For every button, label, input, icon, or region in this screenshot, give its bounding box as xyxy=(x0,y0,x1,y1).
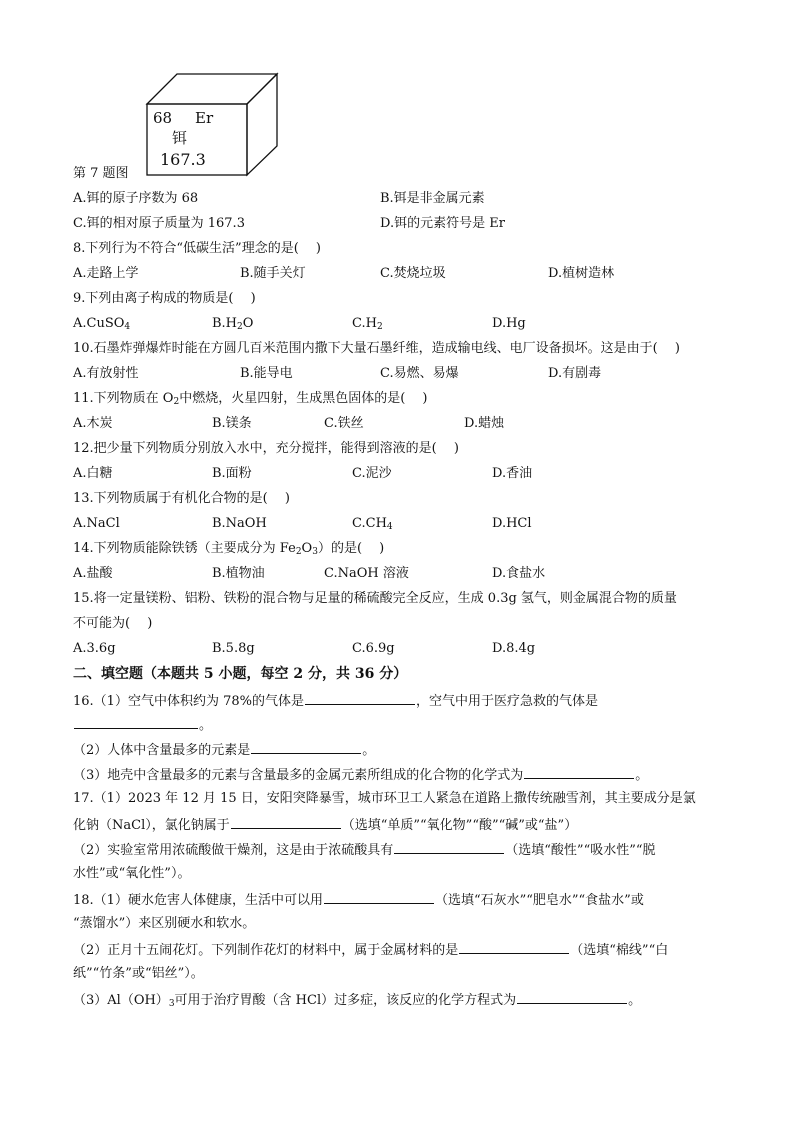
q14-stem-sub2: 3 xyxy=(312,547,318,557)
q15-option-d: D.8.4g xyxy=(492,641,536,656)
element-name: 铒 xyxy=(172,129,188,147)
q11-option-a: A.木炭 xyxy=(73,416,113,431)
q18-part3 xyxy=(73,990,641,1010)
q13-option-b: B.NaOH xyxy=(212,516,267,531)
q9-c-text: C.H xyxy=(352,316,377,331)
q10-option-d: D.有剧毒 xyxy=(548,366,602,381)
q9-a-text: A.CuSO xyxy=(73,316,125,331)
q18-part2-line1 xyxy=(73,940,668,960)
q8-option-d: D.植树造林 xyxy=(548,266,615,281)
q9-a-sub: 4 xyxy=(124,322,131,332)
q12-option-a: A.白糖 xyxy=(73,466,113,481)
q14-stem-post: ）的是( ) xyxy=(317,541,385,556)
q15-stem-line2: 不可能为( ) xyxy=(73,616,153,631)
q15-option-a: A.3.6g xyxy=(73,641,116,656)
q14-stem-mid: O xyxy=(301,541,313,556)
q17-part2-line1 xyxy=(73,840,656,860)
q11-stem-post: 中燃烧，火星四射，生成黑色固体的是( ) xyxy=(179,391,428,406)
q9-b-post: O xyxy=(242,316,254,331)
q14-stem xyxy=(73,540,384,558)
q13-c-sub: 4 xyxy=(386,522,393,532)
q17-part1-line2 xyxy=(73,815,577,835)
q14-option-a: A.盐酸 xyxy=(73,566,113,581)
answer-blank[interactable] xyxy=(74,715,198,729)
q18-p1-text: 18.（1）硬水危害人体健康，生活中可以用 xyxy=(73,893,323,908)
q16-p3-text: （3）地壳中含量最多的元素与含量最多的金属元素所组成的化合物的化学式为 xyxy=(73,768,524,783)
q16-part1 xyxy=(73,691,598,711)
answer-blank[interactable] xyxy=(231,815,341,829)
q8-option-b: B.随手关灯 xyxy=(240,266,306,281)
q9-option-c xyxy=(352,315,383,333)
q10-option-b: B.能导电 xyxy=(240,366,293,381)
answer-blank[interactable] xyxy=(394,840,504,854)
answer-blank[interactable] xyxy=(459,940,569,954)
q7-option-d: D.铒的元素符号是 Er xyxy=(380,216,505,231)
q18-p1-post: （选填“石灰水”“肥皂水”“食盐水”或 xyxy=(434,893,644,908)
q17-p1-text: 化钠（NaCl），氯化钠属于 xyxy=(73,818,230,833)
section-title: 二、填空题（本题共 5 小题，每空 2 分，共 36 分） xyxy=(73,666,408,682)
figure-caption: 第 7 题图 xyxy=(73,166,129,181)
q16-part2 xyxy=(73,740,375,760)
answer-blank[interactable] xyxy=(324,890,434,904)
q18-p2-text: （2）正月十五闹花灯。下列制作花灯的材料中，属于金属材料的是 xyxy=(73,943,459,958)
q13-c-text: C.CH xyxy=(352,516,387,531)
q12-option-c: C.泥沙 xyxy=(352,466,392,481)
answer-blank[interactable] xyxy=(305,691,415,705)
element-mass: 167.3 xyxy=(160,150,206,169)
q14-stem-sub1: 2 xyxy=(295,547,302,557)
q16-p3-end: 。 xyxy=(635,768,649,783)
q12-option-b: B.面粉 xyxy=(212,466,252,481)
q16-part3 xyxy=(73,765,648,785)
q16-p1-text: 16.（1）空气中体积约为 78%的气体是 xyxy=(73,694,304,709)
q14-option-d: D.食盐水 xyxy=(492,566,546,581)
q7-option-c: C.铒的相对原子质量为 167.3 xyxy=(73,216,245,231)
q7-option-a: A.铒的原子序数为 68 xyxy=(73,191,199,206)
q14-option-b: B.植物油 xyxy=(212,566,265,581)
q18-p3-text: （3）Al（OH） xyxy=(73,993,169,1008)
q17-part1-line1: 17.（1）2023 年 12 月 15 日，安阳突降暴雪，城市环卫工人紧急在道路上撒传统融雪剂，其主要成分是氯 xyxy=(73,791,696,806)
q10-stem: 10.石墨炸弹爆炸时能在方圆几百米范围内撒下大量石墨纤维，造成输电线、电厂设备损坏。这是由于( ) xyxy=(73,341,680,356)
q15-stem-line1: 15.将一定量镁粉、铝粉、铁粉的混合物与足量的稀硫酸完全反应，生成 0.3g 氢气，则金属混合物的质量 xyxy=(73,591,677,606)
q9-b-sub: 2 xyxy=(237,322,243,332)
q17-p2-text: （2）实验室常用浓硫酸做干燥剂，这是由于浓硫酸具有 xyxy=(73,843,394,858)
q10-option-c: C.易燃、易爆 xyxy=(380,366,459,381)
q14-option-c: C.NaOH 溶液 xyxy=(324,566,409,581)
q16-p1-end: 。 xyxy=(199,718,213,733)
q17-part2-line2: 水性”或“氧化性”）。 xyxy=(73,866,191,881)
q17-p2-post: （选填“酸性”“吸水性”“脱 xyxy=(505,843,656,858)
element-symbol: Er xyxy=(195,109,214,127)
q15-option-c: C.6.9g xyxy=(352,641,395,656)
q18-p3-sub: 3 xyxy=(168,999,175,1009)
q13-option-c xyxy=(352,515,393,533)
q9-stem: 9.下列由离子构成的物质是( ) xyxy=(73,291,256,306)
q17-p1-post: （选填“单质”“氧化物”“酸”“碱”或“盐”） xyxy=(341,818,578,833)
q11-option-c: C.铁丝 xyxy=(324,416,364,431)
q18-p3-end: 。 xyxy=(628,993,642,1008)
q11-option-b: B.镁条 xyxy=(212,416,252,431)
q18-part2-line2: 纸”“竹条”或“铝丝”）。 xyxy=(73,966,204,981)
q16-p2-end: 。 xyxy=(362,743,376,758)
q11-stem xyxy=(73,390,427,408)
q9-option-b xyxy=(212,315,253,333)
q13-option-a: A.NaCl xyxy=(73,516,120,531)
answer-blank[interactable] xyxy=(517,990,627,1004)
q11-stem-text: 11.下列物质在 O xyxy=(73,391,174,406)
q9-b-text: B.H xyxy=(212,316,238,331)
q9-c-sub: 2 xyxy=(376,322,383,332)
q11-option-d: D.蜡烛 xyxy=(464,416,505,431)
q13-option-d: D.HCl xyxy=(492,516,532,531)
q16-part1-cont xyxy=(73,715,212,735)
q18-part1-line2: “蒸馏水”）来区别硬水和软水。 xyxy=(73,916,256,931)
answer-blank[interactable] xyxy=(251,740,361,754)
q8-stem: 8.下列行为不符合“低碳生活”理念的是( ) xyxy=(73,241,321,256)
q10-option-a: A.有放射性 xyxy=(73,366,139,381)
q12-option-d: D.香油 xyxy=(492,466,533,481)
q18-part1-line1 xyxy=(73,890,644,910)
q8-option-c: C.焚烧垃圾 xyxy=(380,266,446,281)
q18-p2-post: （选填“棉线”“白 xyxy=(570,943,669,958)
answer-blank[interactable] xyxy=(524,765,634,779)
q13-stem: 13.下列物质属于有机化合物的是( ) xyxy=(73,491,290,506)
q9-option-d: D.Hg xyxy=(492,316,526,331)
q11-stem-sub: 2 xyxy=(173,397,180,407)
q12-stem: 12.把少量下列物质分别放入水中，充分搅拌，能得到溶液的是( ) xyxy=(73,441,459,456)
q16-p2-text: （2）人体中含量最多的元素是 xyxy=(73,743,251,758)
q8-option-a: A.走路上学 xyxy=(73,266,139,281)
q14-stem-text: 14.下列物质能除铁锈（主要成分为 Fe xyxy=(73,541,296,556)
q7-option-b: B.铒是非金属元素 xyxy=(380,191,485,206)
q16-p1-mid: ，空气中用于医疗急救的气体是 xyxy=(415,694,598,709)
q18-p3-mid: 可用于治疗胃酸（含 HCl）过多症，该反应的化学方程式为 xyxy=(174,993,517,1008)
element-number: 68 xyxy=(153,109,173,127)
q9-option-a xyxy=(73,315,130,333)
q15-option-b: B.5.8g xyxy=(212,641,255,656)
element-card-figure xyxy=(145,72,280,177)
